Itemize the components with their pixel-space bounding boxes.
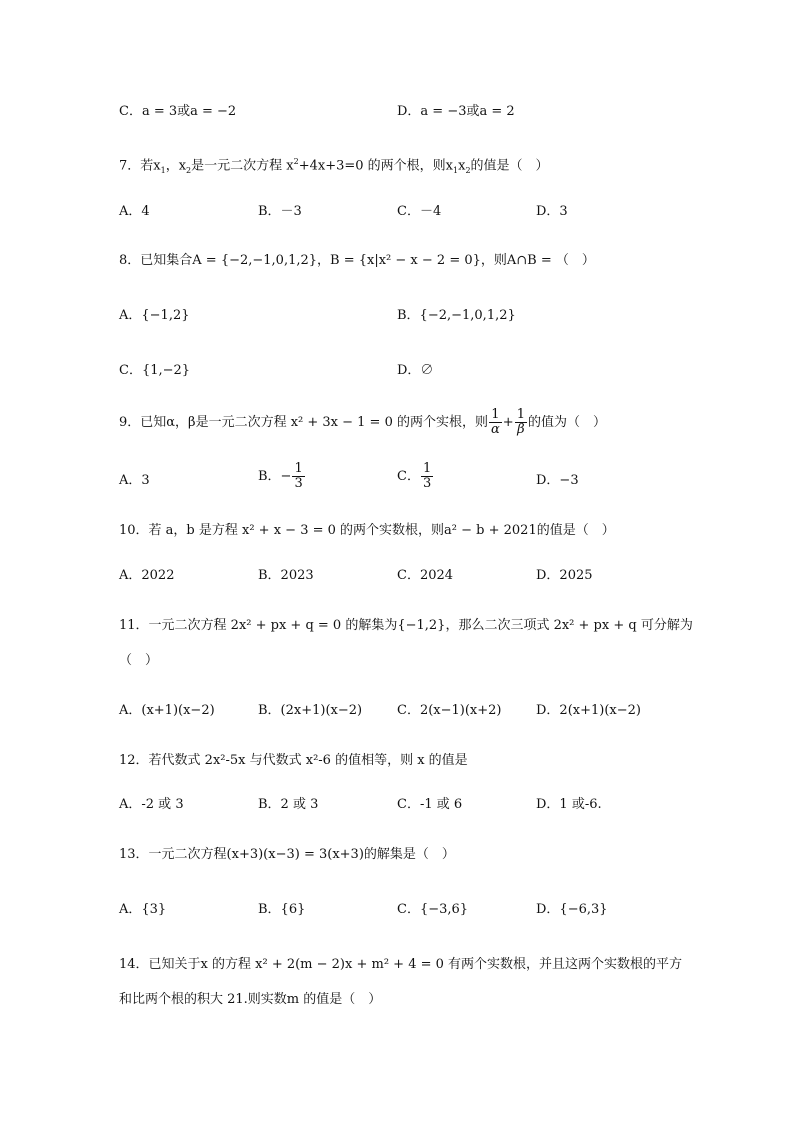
q12-option-b: B．2 或 3 [258, 797, 319, 812]
q6-option-c: C．a = 3或a = −2 [119, 104, 237, 119]
q11-stem: 11．一元二次方程 2x² + px + q = 0 的解集为{−1,2}，那么二次三项式 2x² + px + q 可分解为 [119, 618, 693, 633]
q9-option-c: C． $\frac{1}{3}$ [397, 461, 432, 491]
q9-option-b: B．− $\frac{1}{3}$ [258, 461, 303, 491]
q8-option-c: C．{1,−2} [119, 363, 191, 378]
q8-option-b: B．{−2,−1,0,1,2} [397, 308, 516, 323]
q7-option-a: A．4 [119, 204, 150, 219]
q7-option-b: B．－3 [258, 204, 302, 219]
q11-option-c: C．2(x−1)(x+2) [397, 703, 502, 718]
q9-option-d: D．−3 [536, 473, 579, 488]
q11-option-a: A．(x+1)(x−2) [119, 703, 215, 718]
q13-option-a: A．{3} [119, 902, 167, 917]
q9-option-a: A．3 [119, 473, 150, 488]
q7-stem: 7．若$x_1$，$x_2$是一元二次方程 $x^2+4x+3=0$ 的两个根，则$x_1x_2$的值是（ ） [119, 157, 549, 175]
q12-option-a: A．-2 或 3 [119, 797, 184, 812]
q13-option-b: B．{6} [258, 902, 306, 917]
q12-option-c: C．-1 或 6 [397, 797, 463, 812]
q10-option-c: C．2024 [397, 568, 454, 583]
q8-option-a: A．{−1,2} [119, 308, 190, 323]
q8-option-d: D．∅ [397, 363, 434, 378]
q13-stem: 13．一元二次方程(x+3)(x−3) = 3(x+3)的解集是（ ） [119, 847, 455, 862]
q6-option-d: D．a = −3或a = 2 [397, 104, 515, 119]
q10-option-a: A．2022 [119, 568, 175, 583]
q7-option-c: C．－4 [397, 204, 442, 219]
q14-stem-line2: 和比两个根的积大 21.则实数m 的值是（ ） [119, 992, 382, 1007]
q10-stem: 10．若 a，b 是方程 x² + x − 3 = 0 的两个实数根，则a² − b + 2021的值是（ ） [119, 523, 615, 538]
q10-option-d: D．2025 [536, 568, 593, 583]
q11-option-d: D．2(x+1)(x−2) [536, 703, 641, 718]
q14-stem-line1: 14．已知关于x 的方程 x² + 2(m − 2)x + m² + 4 = 0 有两个实数根，并且这两个实数根的平方 [119, 957, 683, 972]
q13-option-c: C．{−3,6} [397, 902, 469, 917]
q12-stem: 12．若代数式 2x²-5x 与代数式 x²-6 的值相等，则 x 的值是 [119, 753, 468, 768]
q10-option-b: B．2023 [258, 568, 314, 583]
q8-stem: 8．已知集合A = {−2,−1,0,1,2}，B = {x|x² − x − 2 = 0}，则A∩B = （ ） [119, 253, 595, 268]
q12-option-d: D．1 或-6. [536, 797, 602, 812]
q11-option-b: B．(2x+1)(x−2) [258, 703, 363, 718]
q11-paren: （ ） [119, 653, 159, 668]
q9-stem: 9．已知α，β是一元二次方程 x² + 3x − 1 = 0 的两个实根，则 $\frac{1}{\alpha}$ + $\frac{1}{\beta}$ 的值为（ ） [119, 407, 606, 437]
q7-option-d: D．3 [536, 204, 568, 219]
q13-option-d: D．{−6,3} [536, 902, 608, 917]
